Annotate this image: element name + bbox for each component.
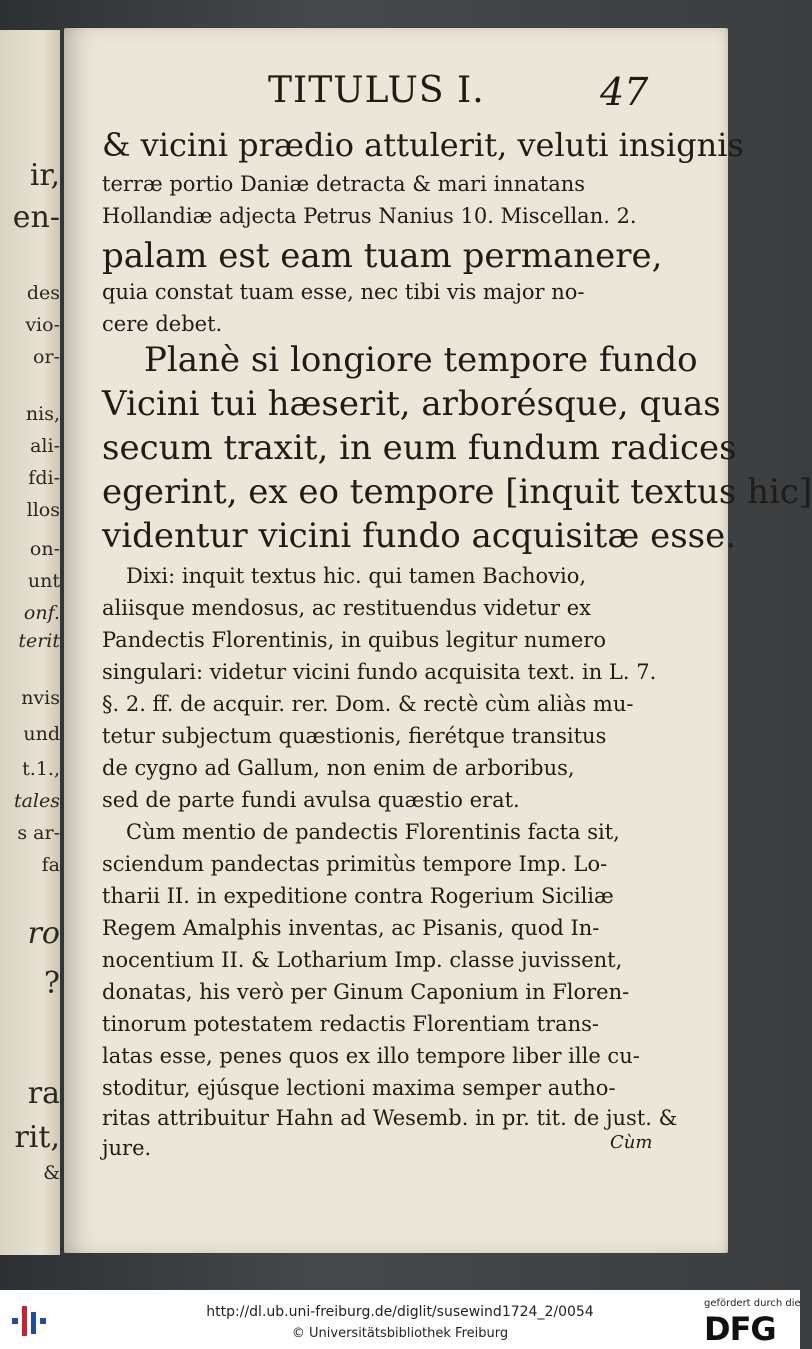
- left-fragment: vio-: [25, 314, 60, 336]
- text-line: Hollandiæ adjecta Petrus Nanius 10. Miscellan. 2.: [102, 204, 637, 228]
- text-line: secum traxit, in eum fundum radices: [102, 428, 737, 468]
- page-header: [64, 70, 728, 120]
- text-line: aliisque mendosus, ac restituendus videtur ex: [102, 596, 591, 620]
- left-fragment: en-: [12, 200, 60, 235]
- catchword: Cùm: [610, 1132, 653, 1153]
- text-line: tharii II. in expeditione contra Rogerium Siciliæ: [102, 884, 614, 908]
- left-fragment: nvis: [21, 687, 60, 709]
- text-line: stoditur, ejúsque lectioni maxima semper autho-: [102, 1076, 616, 1100]
- text-line: Planè si longiore tempore fundo: [144, 340, 698, 380]
- viewer-footer: [0, 1290, 800, 1349]
- text-line: jure.: [102, 1136, 152, 1160]
- text-line: Pandectis Florentinis, in quibus legitur numero: [102, 628, 606, 652]
- left-fragment: on-: [29, 538, 60, 560]
- text-line: sed de parte fundi avulsa quæstio erat.: [102, 788, 520, 812]
- text-line: sciendum pandectas primitùs tempore Imp. Lo-: [102, 852, 608, 876]
- text-line: singulari: videtur vicini fundo acquisita text. in L. 7.: [102, 660, 657, 684]
- left-fragment: ro: [27, 916, 60, 951]
- page-number: 47: [600, 70, 649, 114]
- left-fragment: nis,: [25, 403, 60, 425]
- text-line: de cygno ad Gallum, non enim de arboribus,: [102, 756, 575, 780]
- running-title: TITULUS I.: [268, 70, 485, 111]
- left-fragment: ali-: [30, 435, 60, 457]
- text-line: Vicini tui hæserit, arborésque, quas: [102, 384, 721, 424]
- text-line: egerint, ex eo tempore [inquit textus hic]: [102, 472, 812, 512]
- left-fragment: or-: [33, 346, 60, 368]
- left-fragment: fa: [41, 854, 60, 876]
- left-fragment: rit,: [14, 1120, 60, 1155]
- text-line: palam est eam tuam permanere,: [102, 236, 663, 276]
- text-line: donatas, his verò per Ginum Caponium in Floren-: [102, 980, 630, 1004]
- book-page: [64, 28, 812, 1253]
- left-fragment: llos: [26, 499, 60, 521]
- left-fragment: t.1.,: [22, 758, 60, 780]
- document-url-link[interactable]: http://dl.ub.uni-freiburg.de/diglit/susewind1724_2/0054: [206, 1304, 594, 1320]
- copyright-text: © Universitätsbibliothek Freiburg: [291, 1326, 509, 1341]
- left-fragment: terit: [18, 630, 60, 652]
- text-line: quia constat tuam esse, nec tibi vis major no-: [102, 280, 585, 304]
- left-fragment: fdi-: [28, 467, 60, 489]
- text-line: nocentium II. & Lotharium Imp. classe juvissent,: [102, 948, 623, 972]
- dfg-funding-label: gefördert durch die: [704, 1298, 801, 1309]
- left-fragment: s ar-: [17, 822, 60, 844]
- text-line: Cùm mentio de pandectis Florentinis facta sit,: [126, 820, 620, 844]
- left-fragment: &: [43, 1162, 60, 1184]
- left-fragment: ?: [43, 966, 60, 1001]
- left-fragment: ra: [27, 1076, 60, 1111]
- text-line: cere debet.: [102, 312, 223, 336]
- text-line: & vicini prædio attulerit, veluti insignis: [102, 126, 744, 164]
- left-fragment: ir,: [29, 158, 60, 193]
- left-fragment: unt: [27, 570, 60, 592]
- dfg-logo-icon[interactable]: DFG: [704, 1310, 776, 1348]
- text-line: ritas attribuitur Hahn ad Wesemb. in pr. tit. de just. &: [102, 1106, 678, 1130]
- left-fragment: und: [23, 723, 60, 745]
- text-line: tetur subjectum quæstionis, fierétque transitus: [102, 724, 607, 748]
- text-line: §. 2. ff. de acquir. rer. Dom. & rectè cùm aliàs mu-: [102, 692, 634, 716]
- left-page-edge: [0, 30, 60, 1255]
- text-line: Regem Amalphis inventas, ac Pisanis, quod In-: [102, 916, 600, 940]
- left-fragment: tales: [13, 790, 60, 812]
- text-line: latas esse, penes quos ex illo tempore liber ille cu-: [102, 1044, 640, 1068]
- text-line: videntur vicini fundo acquisitæ esse.: [102, 516, 737, 556]
- text-line: Dixi: inquit textus hic. qui tamen Bachovio,: [126, 564, 587, 588]
- left-fragment: des: [26, 282, 60, 304]
- text-line: tinorum potestatem redactis Florentiam trans-: [102, 1012, 599, 1036]
- left-fragment: onf.: [23, 602, 60, 624]
- text-line: terræ portio Daniæ detracta & mari innatans: [102, 172, 586, 196]
